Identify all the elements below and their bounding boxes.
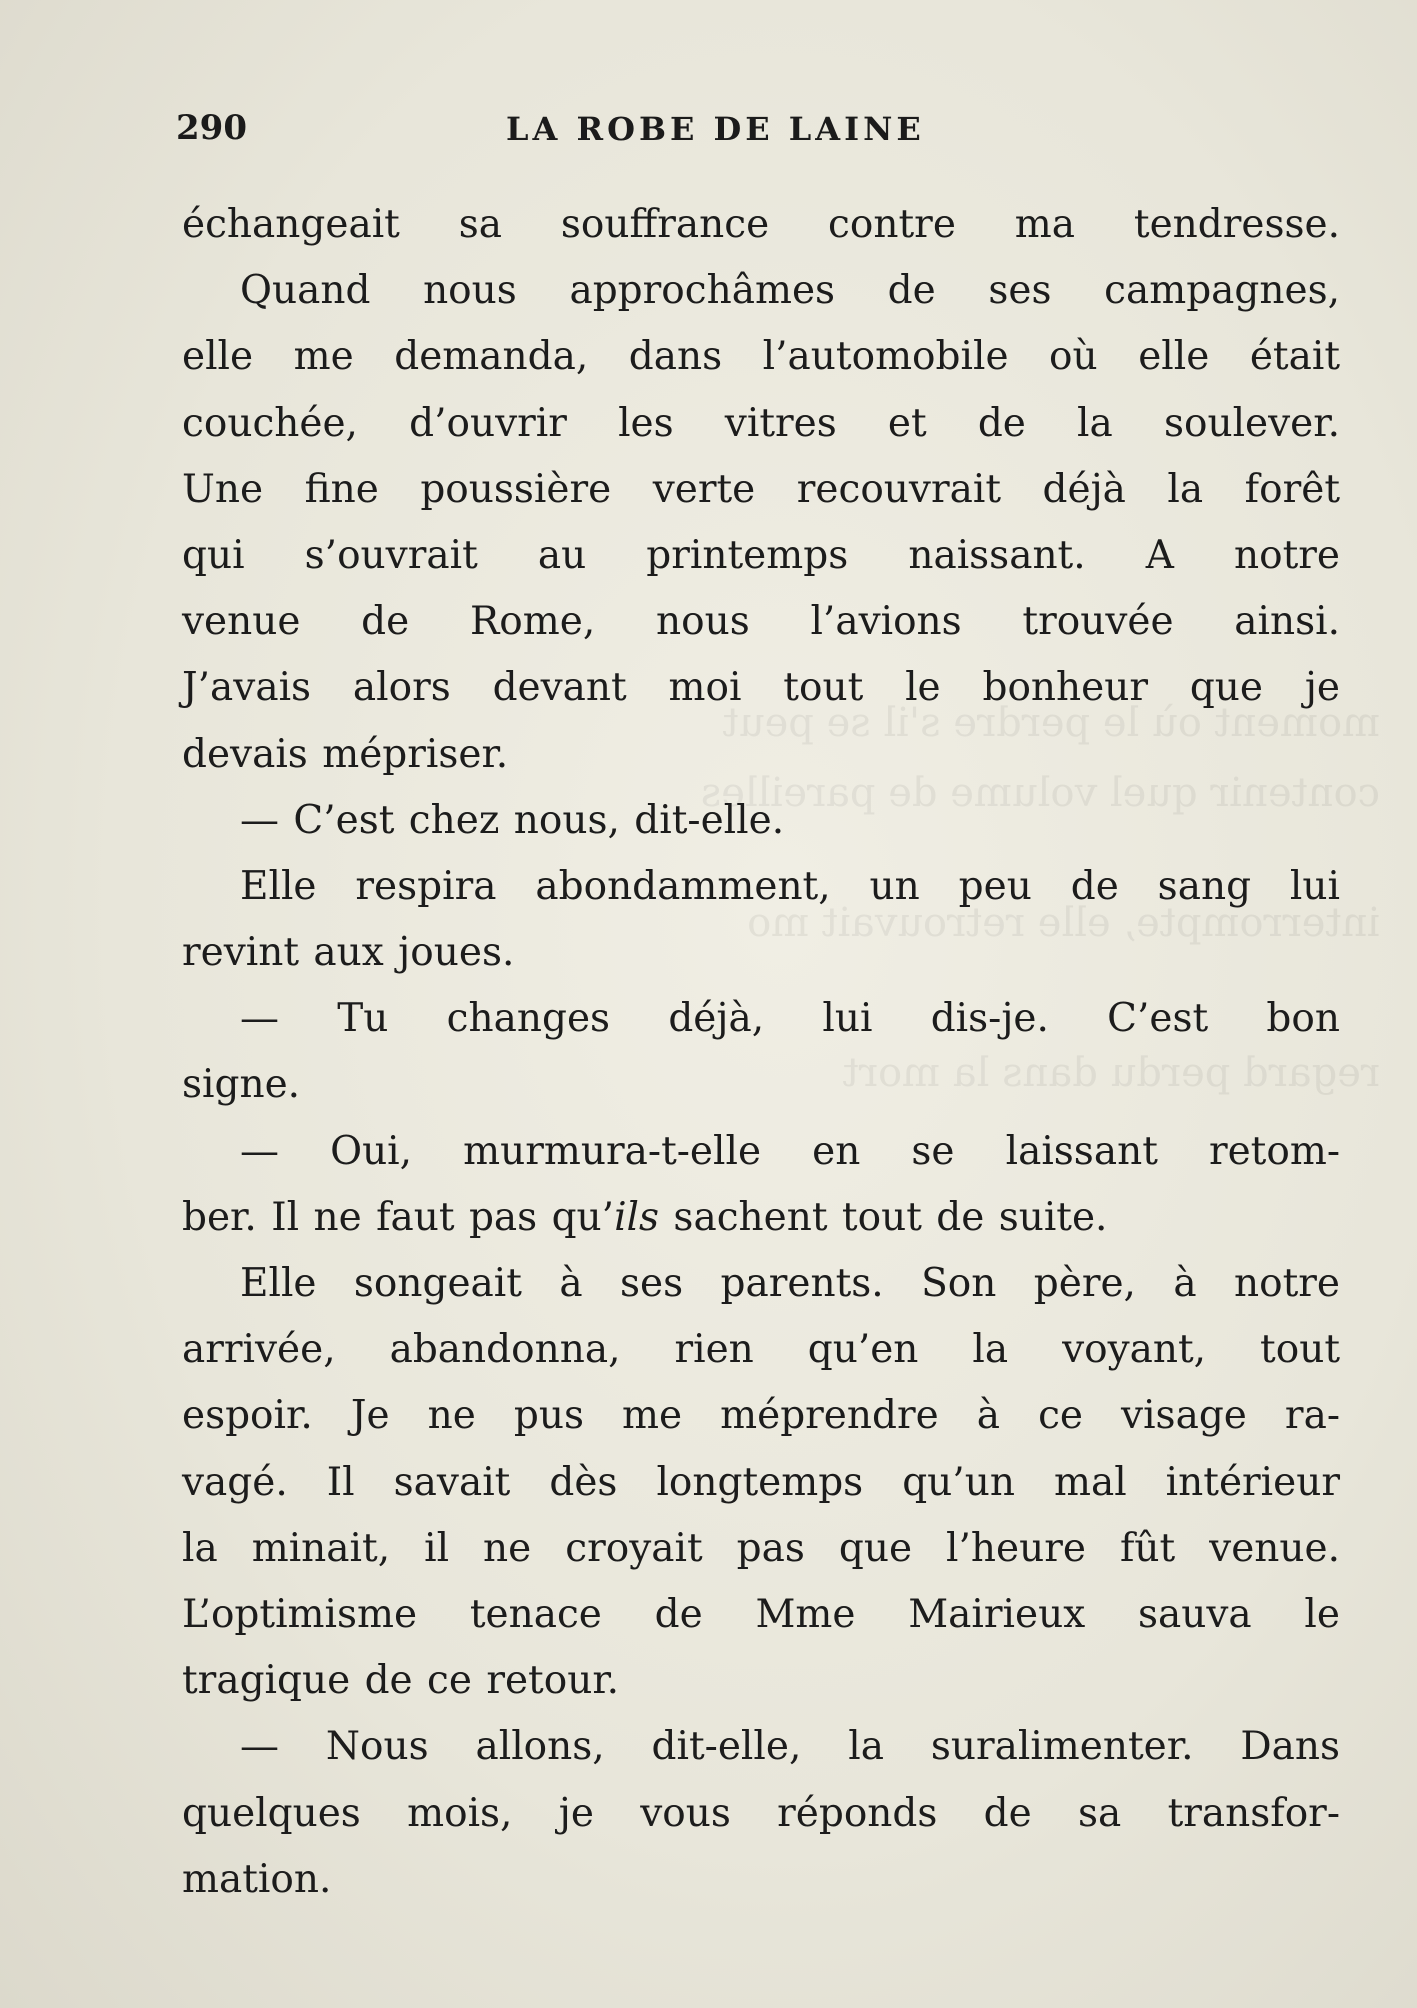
text-segment: sachent tout de suite. (659, 1194, 1108, 1240)
text-line: devais mépriser. (182, 731, 509, 777)
text-line: Elle songeait à ses parents. Son père, à notre (240, 1261, 1340, 1306)
show-through-text: regard perdu dans la mort (842, 1050, 1380, 1096)
text-line: Elle respira abondamment, un peu de sang lui (240, 863, 1340, 909)
running-header (176, 108, 1341, 158)
italic-word: ils (614, 1194, 660, 1240)
text-line: elle me demanda, dans l’automobile où elle était (182, 334, 1340, 380)
text-line: mation. (182, 1856, 332, 1902)
text-line: vagé. Il savait dès longtemps qu’un mal intérieur (182, 1459, 1340, 1505)
text-line (182, 1185, 1340, 1251)
body-text (182, 192, 1340, 1913)
running-title: LA ROBE DE LAINE (506, 110, 925, 148)
text-line: signe. (182, 1062, 301, 1108)
text-line: échangeait sa souffrance contre ma tendresse. (182, 202, 1340, 247)
text-line: Quand nous approchâmes de ses campagnes, (240, 268, 1340, 314)
text-segment: ber. Il ne faut pas qu’ (182, 1194, 615, 1240)
text-line: qui s’ouvrait au printemps naissant. A notre (182, 532, 1340, 578)
show-through-text: contenir quel volume de pareilles (700, 770, 1380, 816)
text-line: espoir. Je ne pus me méprendre à ce visage ra- (182, 1393, 1340, 1439)
text-line: — Tu changes déjà, lui dis-je. C’est bon (240, 996, 1340, 1042)
page-number: 290 (176, 108, 247, 148)
text-line: Une fine poussière verte recouvrait déjà la forêt (182, 466, 1340, 512)
text-line: arrivée, abandonna, rien qu’en la voyant, tout (182, 1327, 1340, 1373)
text-line: J’avais alors devant moi tout le bonheur que je (182, 665, 1340, 711)
text-line: L’optimisme tenace de Mme Mairieux sauva le (182, 1591, 1340, 1637)
text-line: tragique de ce retour. (182, 1658, 620, 1704)
text-line: revint aux joues. (182, 930, 515, 976)
show-through-text: moment où le perdre s'il se peut (722, 700, 1380, 746)
text-line: la minait, il ne croyait pas que l’heure fût venue. (182, 1525, 1340, 1571)
text-line: — Oui, murmura-t-elle en se laissant retom- (240, 1128, 1340, 1174)
show-through-text: interrompte, elle retrouvait mo (747, 900, 1380, 946)
text-line: — C’est chez nous, dit-elle. (240, 797, 785, 843)
text-line: — Nous allons, dit-elle, la suralimenter. Dans (240, 1724, 1340, 1770)
text-line: quelques mois, je vous réponds de sa transfor- (182, 1790, 1340, 1836)
text-line: venue de Rome, nous l’avions trouvée ainsi. (182, 599, 1340, 645)
text-line: couchée, d’ouvrir les vitres et de la soulever. (182, 400, 1340, 446)
